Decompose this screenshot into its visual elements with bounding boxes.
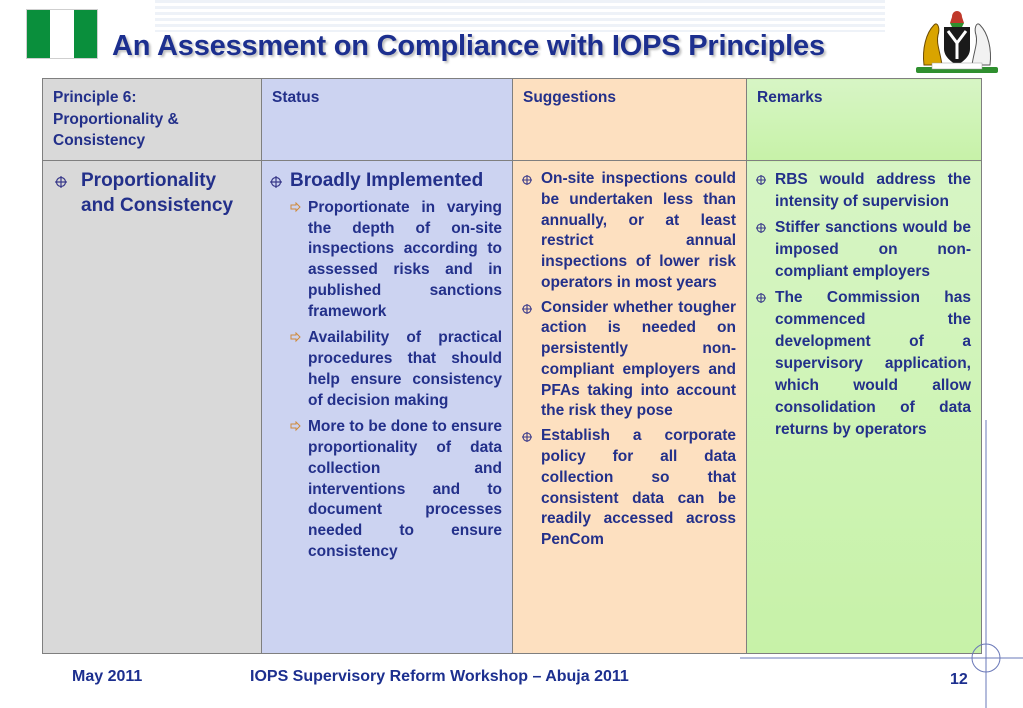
header-remarks: Remarks bbox=[747, 79, 982, 161]
crosshair-circle-icon bbox=[521, 174, 533, 186]
assessment-table bbox=[42, 78, 982, 654]
list-item bbox=[755, 287, 971, 441]
remark-text: Stiffer sanctions would be imposed on non-compliant employers bbox=[775, 219, 971, 281]
status-item: Availability of practical procedures that should help ensure consistency of decision making bbox=[308, 329, 502, 409]
coat-of-arms-icon bbox=[912, 3, 1002, 75]
crosshair-circle-icon bbox=[55, 176, 67, 188]
status-item: More to be done to ensure proportionality of data collection and interventions and to document processes needed to ensure consistency bbox=[308, 418, 502, 560]
arrow-bullet-icon bbox=[290, 332, 301, 343]
nigeria-flag bbox=[26, 9, 98, 59]
arrow-bullet-icon bbox=[290, 202, 301, 213]
list-item bbox=[51, 169, 251, 218]
list-item bbox=[521, 169, 736, 294]
status-item: Proportionate in varying the depth of on-site inspections according to assessed risks and in published sanctions framework bbox=[308, 198, 502, 320]
list-item bbox=[270, 169, 502, 563]
principle-name: Proportionality and Consistency bbox=[81, 170, 234, 216]
list-item bbox=[755, 169, 971, 213]
suggestion-text: On-site inspections could be undertaken less than annually, or at least restrict annual inspections of lower risk operators in most years bbox=[541, 170, 736, 291]
list-item bbox=[290, 198, 502, 323]
header-stripes bbox=[155, 0, 885, 32]
header-principle: Principle 6: Proportionality & Consistency bbox=[43, 79, 262, 161]
arrow-bullet-icon bbox=[290, 421, 301, 432]
crosshair-circle-icon bbox=[521, 431, 533, 443]
crosshair-circle-icon bbox=[755, 292, 767, 304]
crosshair-circle-icon bbox=[521, 303, 533, 315]
page-number: 12 bbox=[950, 671, 968, 688]
list-item bbox=[521, 298, 736, 423]
suggestion-text: Consider whether tougher action is needed on persistently non-compliant employers and PFAs taking into account the risk they pose bbox=[541, 298, 736, 420]
list-item bbox=[290, 417, 502, 562]
footer-date: May 2011 bbox=[72, 668, 143, 685]
header-status: Status bbox=[262, 79, 513, 161]
suggestion-text: Establish a corporate policy for all data collection so that consistent data can be readily accessed across PenCom bbox=[541, 427, 736, 549]
principle-cell bbox=[43, 161, 262, 654]
crosshair-circle-icon bbox=[755, 222, 767, 234]
remark-text: The Commission has commenced the development of a supervisory application, which would allow consolidation of data returns by operators bbox=[775, 289, 971, 439]
suggestions-cell bbox=[513, 161, 747, 654]
status-cell bbox=[262, 161, 513, 654]
remark-text: RBS would address the intensity of supervision bbox=[775, 171, 971, 211]
list-item bbox=[521, 426, 736, 551]
list-item bbox=[290, 328, 502, 411]
header-suggestions: Suggestions bbox=[513, 79, 747, 161]
crosshair-circle-icon bbox=[755, 174, 767, 186]
status-main: Broadly Implemented bbox=[290, 170, 484, 192]
list-item bbox=[755, 217, 971, 283]
remarks-cell bbox=[747, 161, 982, 654]
page-title: An Assessment on Compliance with IOPS Principles bbox=[112, 30, 825, 62]
crosshair-circle-icon bbox=[270, 176, 282, 188]
footer-event: IOPS Supervisory Reform Workshop – Abuja 2011 bbox=[250, 668, 629, 685]
